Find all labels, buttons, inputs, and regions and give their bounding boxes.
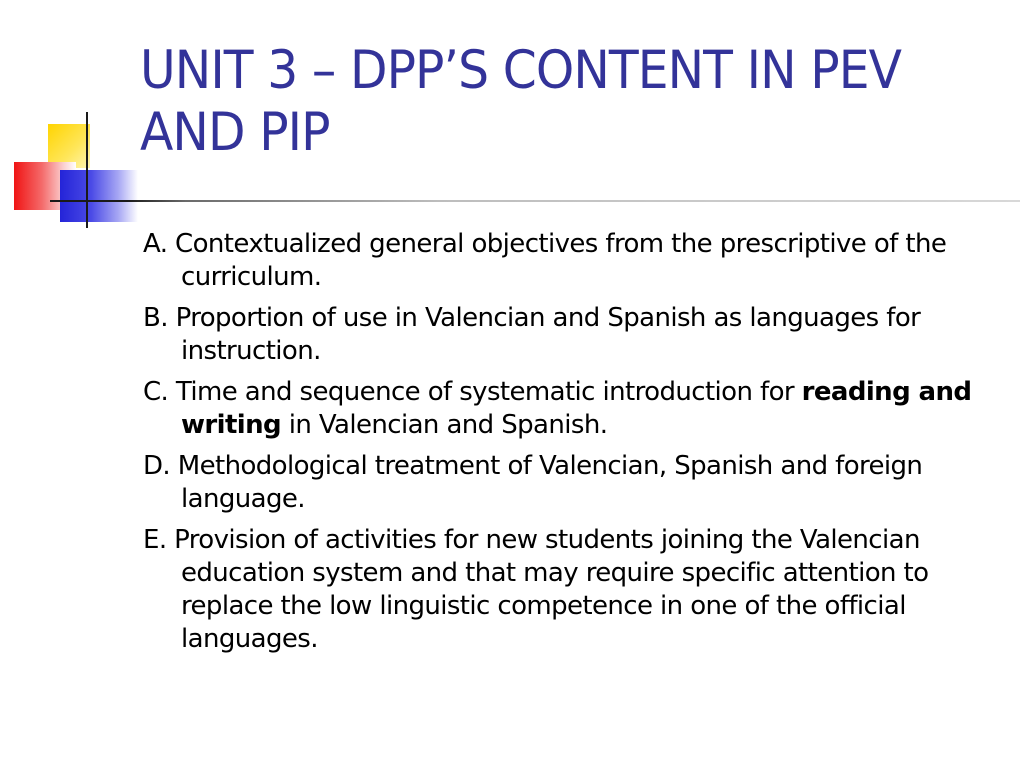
decorative-vertical-line [86,112,88,228]
list-item-a: A. Contextualized general objectives from the prescriptive of the curriculum. [143,229,947,292]
title-divider-line [50,200,1020,202]
list-item-b: B. Proportion of use in Valencian and Spanish as languages for instruction. [143,303,921,366]
list-item-c [143,376,993,442]
objectives-list [143,228,993,664]
list-item-c-text-before: C. Time and sequence of systematic introduction for [143,377,802,407]
decorative-blue-square [60,170,138,222]
list-item-c-text-after: in Valencian and Spanish. [281,410,608,440]
list-item-d: D. Methodological treatment of Valencian, Spanish and foreign language. [143,451,923,514]
slide-title: UNIT 3 – DPP’S CONTENT IN PEV AND PIP [140,40,902,163]
list-item-c-bold-text: reading and writing [181,377,972,440]
list-item-e: E. Provision of activities for new students joining the Valencian education system and that may require specific attention to replace the low linguistic competence in one of the official languages. [143,525,929,654]
